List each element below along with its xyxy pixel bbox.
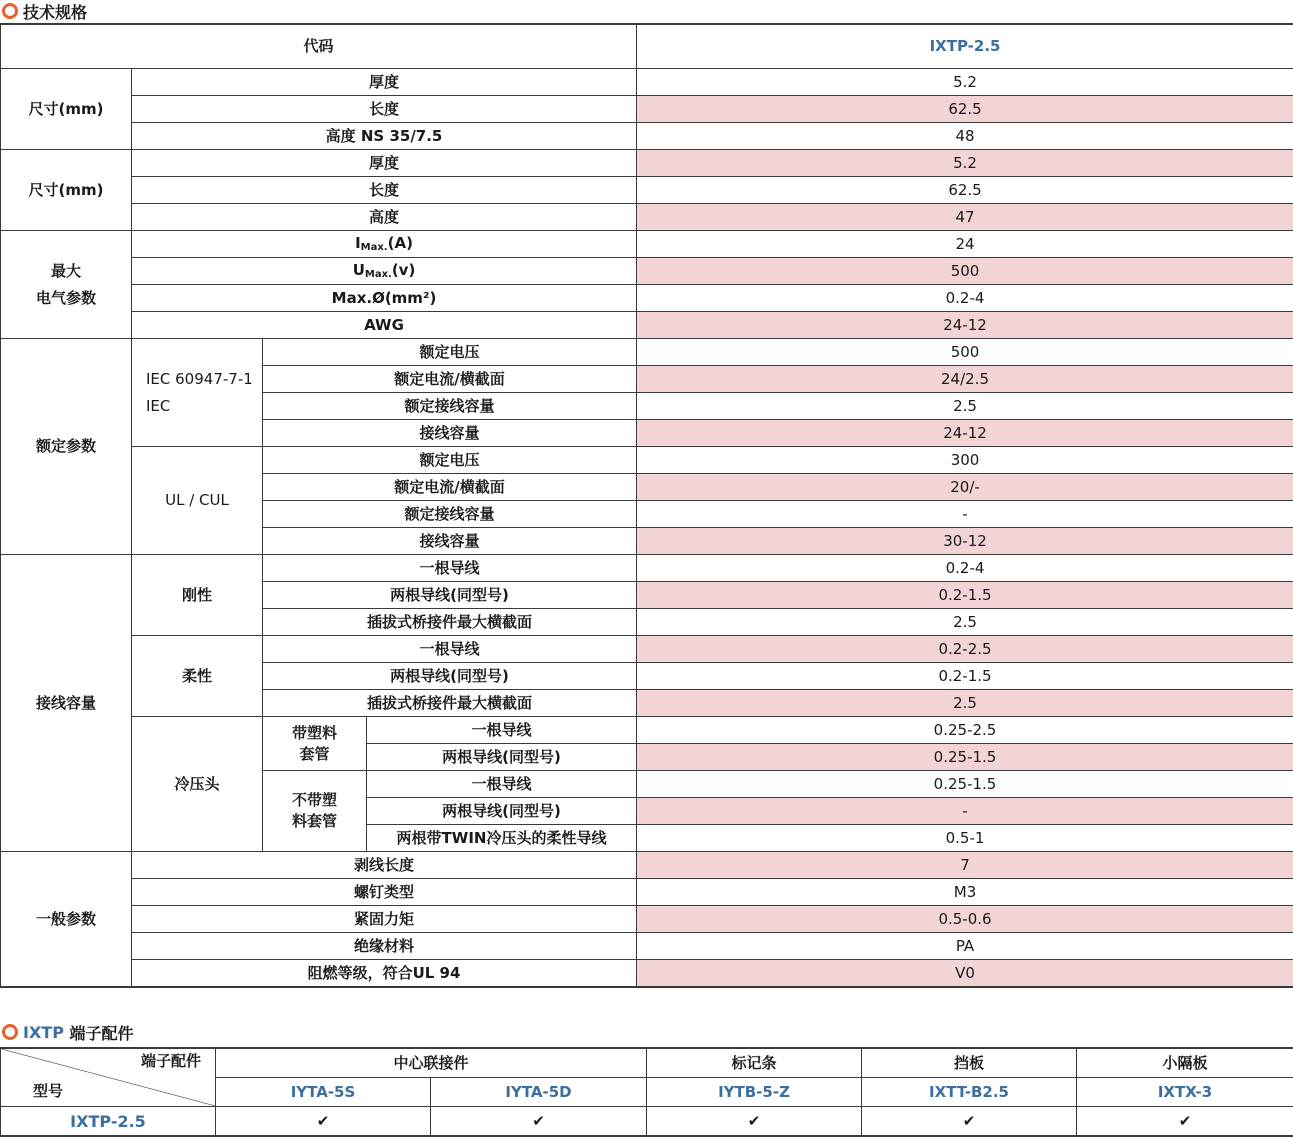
param-value: 0.5-0.6 (637, 906, 1293, 933)
param-label: 厚度 (132, 150, 637, 177)
param-label: 高度 (132, 204, 637, 231)
param-label: 高度 NS 35/7.5 (132, 123, 637, 150)
param-label: 两根导线(同型号) (263, 663, 637, 690)
group-label-text: 最大 电气参数 (35, 261, 96, 307)
check-icon: ✔ (216, 1107, 431, 1137)
param-value: 0.5-1 (637, 825, 1293, 852)
acc-group-header: 中心联接件 (216, 1048, 647, 1078)
param-value: 0.25-2.5 (637, 717, 1293, 744)
param-value: 0.2-1.5 (637, 582, 1293, 609)
param-value: 0.25-1.5 (637, 771, 1293, 798)
param-label: 额定电流/横截面 (263, 366, 637, 393)
param-value: - (637, 501, 1293, 528)
param-value: 300 (637, 447, 1293, 474)
param-label: AWG (132, 312, 637, 339)
label-tail: (A) (387, 233, 413, 252)
standard-line: IEC (146, 396, 171, 415)
label-sub: Max. (364, 268, 392, 280)
group-label: 尺寸(mm) (1, 150, 132, 231)
group-label: 一般参数 (1, 852, 132, 988)
param-label: 阻燃等级，符合UL 94 (132, 960, 637, 988)
acc-title-rest: 端子配件 (63, 1023, 134, 1043)
group-label: 额定参数 (1, 339, 132, 555)
param-label: 两根带TWIN冷压头的柔性导线 (367, 825, 637, 852)
check-icon: ✔ (862, 1107, 1077, 1137)
param-label: 额定电压 (263, 339, 637, 366)
standard-line: IEC 60947-7-1 (146, 369, 253, 388)
param-label: 两根导线(同型号) (263, 582, 637, 609)
param-value: 500 (637, 339, 1293, 366)
label-main: U (352, 260, 365, 279)
param-value: 5.2 (637, 69, 1293, 96)
sleeve-label-text: 不带塑 料套管 (291, 791, 337, 830)
param-label: 额定接线容量 (263, 501, 637, 528)
standard-label: UL / CUL (132, 447, 263, 555)
param-label: 一根导线 (263, 636, 637, 663)
param-label: 绝缘材料 (132, 933, 637, 960)
param-value: 7 (637, 852, 1293, 879)
subgroup-label: 冷压头 (132, 717, 263, 852)
label-main: I (355, 233, 361, 252)
part-number: IXTX-3 (1077, 1078, 1293, 1107)
param-label: 插拔式桥接件最大横截面 (263, 690, 637, 717)
standard-label (132, 339, 263, 447)
param-value: 5.2 (637, 150, 1293, 177)
param-label: 一根导线 (367, 717, 637, 744)
param-value: 24-12 (637, 420, 1293, 447)
param-value: 24 (637, 231, 1293, 258)
part-number: IYTA-5S (216, 1078, 431, 1107)
part-number: IXTT-B2.5 (862, 1078, 1077, 1107)
code-header: 代码 (1, 24, 637, 69)
param-label: 长度 (132, 96, 637, 123)
corner-top-label: 端子配件 (140, 1052, 201, 1070)
spec-title-text: 技术规格 (23, 2, 88, 22)
param-label: 两根导线(同型号) (367, 798, 637, 825)
acc-title-prefix: IXTP (23, 1022, 64, 1042)
param-label: 一根导线 (263, 555, 637, 582)
spec-section-title (0, 0, 87, 22)
corner-bottom-label: 型号 (33, 1082, 64, 1100)
param-label: 螺钉类型 (132, 879, 637, 906)
param-label: Max.Ø(mm²) (132, 285, 637, 312)
param-value: - (637, 798, 1293, 825)
param-value: V0 (637, 960, 1293, 988)
param-value: PA (637, 933, 1293, 960)
param-value: 30-12 (637, 528, 1293, 555)
param-value: 24-12 (637, 312, 1293, 339)
group-label: 尺寸(mm) (1, 69, 132, 150)
param-label (132, 258, 637, 285)
param-value: 2.5 (637, 609, 1293, 636)
check-icon: ✔ (1077, 1107, 1293, 1137)
param-label: 插拔式桥接件最大横截面 (263, 609, 637, 636)
circle-bullet-icon (2, 1024, 18, 1040)
check-icon: ✔ (647, 1107, 862, 1137)
acc-group-header: 挡板 (862, 1048, 1077, 1078)
model-cell: IXTP-2.5 (1, 1107, 216, 1137)
model-header: IXTP-2.5 (637, 24, 1293, 69)
label-sub: Max. (360, 241, 388, 253)
param-label (132, 231, 637, 258)
param-value: 0.2-4 (637, 285, 1293, 312)
param-value: 0.2-1.5 (637, 663, 1293, 690)
param-label: 剥线长度 (132, 852, 637, 879)
param-value: 0.25-1.5 (637, 744, 1293, 771)
param-label: 长度 (132, 177, 637, 204)
part-number: IYTA-5D (431, 1078, 647, 1107)
param-label: 额定电压 (263, 447, 637, 474)
corner-header (1, 1048, 216, 1107)
param-label: 接线容量 (263, 528, 637, 555)
param-value: 500 (637, 258, 1293, 285)
param-value: 2.5 (637, 393, 1293, 420)
param-value: 47 (637, 204, 1293, 231)
label-tail: (v) (391, 260, 416, 279)
group-label (1, 231, 132, 339)
param-value: 24/2.5 (637, 366, 1293, 393)
param-value: 62.5 (637, 96, 1293, 123)
sleeve-label (263, 717, 367, 771)
param-value: M3 (637, 879, 1293, 906)
accessories-table (0, 1047, 1293, 1137)
param-label: 两根导线(同型号) (367, 744, 637, 771)
param-label: 额定电流/横截面 (263, 474, 637, 501)
param-value: 20/- (637, 474, 1293, 501)
group-label: 接线容量 (1, 555, 132, 852)
acc-group-header: 标记条 (647, 1048, 862, 1078)
param-label: 接线容量 (263, 420, 637, 447)
param-label: 厚度 (132, 69, 637, 96)
param-value: 0.2-2.5 (637, 636, 1293, 663)
subgroup-label: 刚性 (132, 555, 263, 636)
param-value: 48 (637, 123, 1293, 150)
param-value: 0.2-4 (637, 555, 1293, 582)
param-label: 紧固力矩 (132, 906, 637, 933)
param-value: 62.5 (637, 177, 1293, 204)
acc-group-header: 小隔板 (1077, 1048, 1293, 1078)
param-label: 额定接线容量 (263, 393, 637, 420)
subgroup-label: 柔性 (132, 636, 263, 717)
check-icon: ✔ (431, 1107, 647, 1137)
param-label: 一根导线 (367, 771, 637, 798)
circle-bullet-icon (2, 3, 18, 19)
sleeve-label-text: 带塑料 套管 (291, 723, 337, 763)
part-number: IYTB-5-Z (647, 1078, 862, 1107)
sleeve-label (263, 771, 367, 852)
param-value: 2.5 (637, 690, 1293, 717)
acc-section-title (0, 1021, 134, 1043)
spec-table (0, 23, 1293, 988)
